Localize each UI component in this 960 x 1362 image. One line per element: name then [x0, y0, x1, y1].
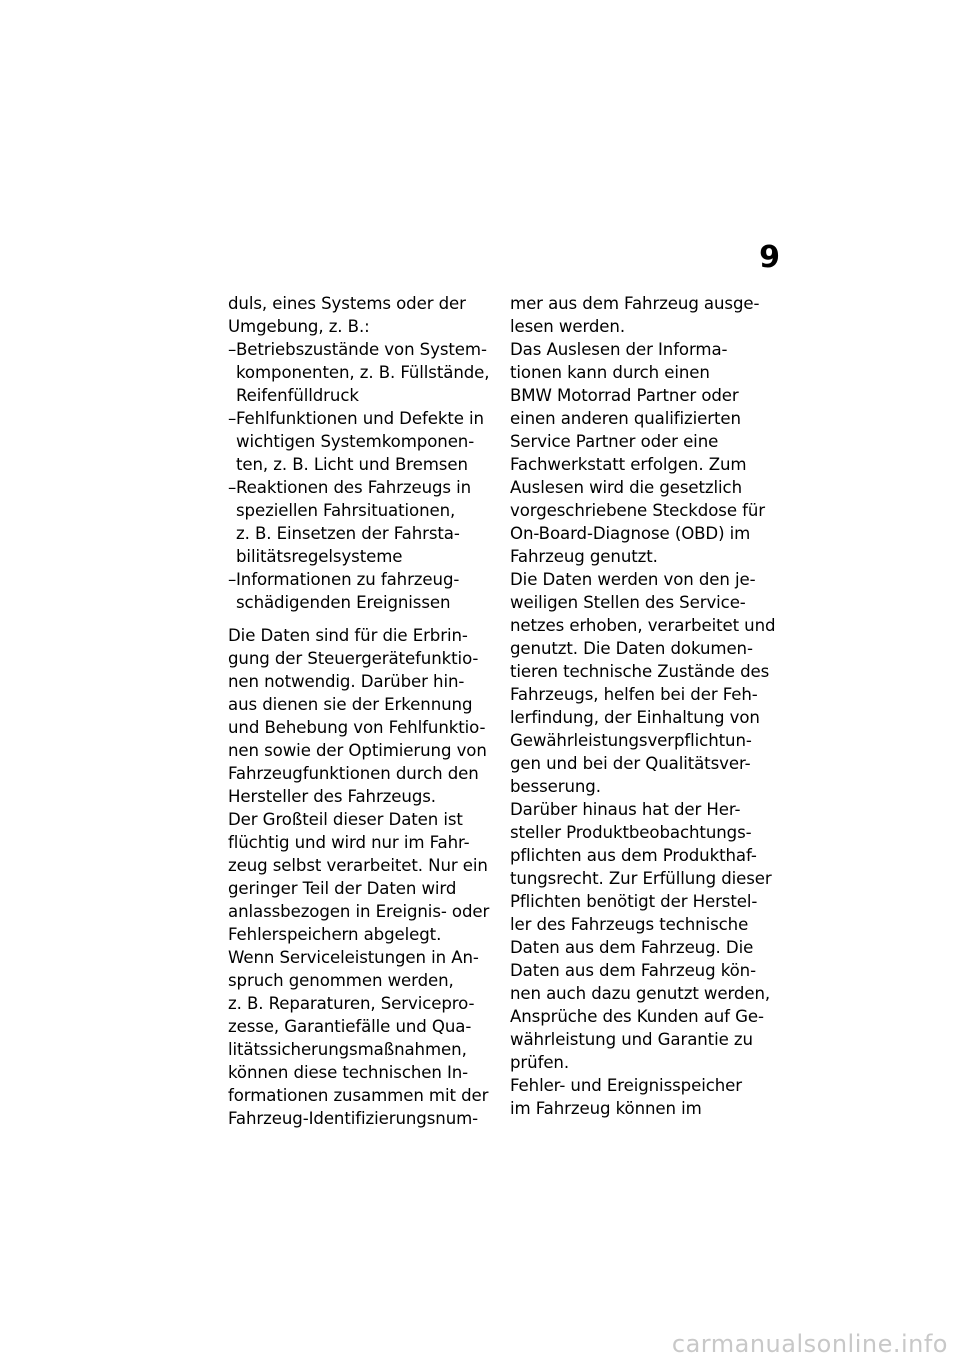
left-column [228, 292, 498, 1130]
text-line: mer aus dem Fahrzeug ausge- [510, 294, 760, 313]
bullet-text: Informationen zu fahrzeug- [236, 570, 460, 589]
text-line: tieren technische Zustände des [510, 662, 770, 681]
text-line: spruch genommen werden, [228, 971, 454, 990]
text-line: geringer Teil der Daten wird [228, 879, 457, 898]
text-line: Fahrzeug-Identifizierungsnum- [228, 1109, 479, 1128]
text-line: netzes erhoben, verarbeitet und [510, 616, 776, 635]
bullet-text: wichtigen Systemkomponen- [236, 432, 475, 451]
text-line: aus dienen sie der Erkennung [228, 695, 473, 714]
bullet-item [228, 407, 498, 476]
bullet-item [228, 476, 498, 568]
text-line: Fehler- und Ereignisspeicher [510, 1076, 742, 1095]
text-line: Das Auslesen der Informa- [510, 340, 728, 359]
text-line: formationen zusammen mit der [228, 1086, 489, 1105]
text-line: tungsrecht. Zur Erfüllung dieser [510, 869, 772, 888]
text-line: Service Partner oder eine [510, 432, 719, 451]
bullet-dash: – [228, 340, 237, 359]
bullet-text: speziellen Fahrsituationen, [236, 501, 456, 520]
bullet-dash: – [228, 570, 237, 589]
text-line: lerfindung, der Einhaltung von [510, 708, 760, 727]
bullet-text: Betriebszustände von System- [236, 340, 487, 359]
text-line: besserung. [510, 777, 601, 796]
text-line: Die Daten werden von den je- [510, 570, 756, 589]
text-line: Daten aus dem Fahrzeug kön- [510, 961, 756, 980]
text-line: Darüber hinaus hat der Her- [510, 800, 741, 819]
text-line: steller Produktbeobachtungs- [510, 823, 752, 842]
text-line: können diese technischen In- [228, 1063, 469, 1082]
text-line: Ansprüche des Kunden auf Ge- [510, 1007, 764, 1026]
text-line: Hersteller des Fahrzeugs. [228, 787, 436, 806]
bullet-text: Reifenfülldruck [236, 386, 359, 405]
body-paragraphs [228, 624, 498, 1130]
bullet-text: Fehlfunktionen und Defekte in [236, 409, 484, 428]
bullet-text: ten, z. B. Licht und Bremsen [236, 455, 468, 474]
text-line: nen sowie der Optimierung von [228, 741, 487, 760]
text-line: einen anderen qualifizierten [510, 409, 741, 428]
text-line: zeug selbst verarbeitet. Nur ein [228, 856, 488, 875]
text-line: prüfen. [510, 1053, 570, 1072]
text-line: weiligen Stellen des Service- [510, 593, 746, 612]
text-line: und Behebung von Fehlfunktio- [228, 718, 486, 737]
text-line: nen notwendig. Darüber hin- [228, 672, 465, 691]
text-line: Fahrzeugfunktionen durch den [228, 764, 479, 783]
text-line: genutzt. Die Daten dokumen- [510, 639, 753, 658]
text-line: gen und bei der Qualitätsver- [510, 754, 751, 773]
text-line: Fahrzeug genutzt. [510, 547, 658, 566]
text-line: Die Daten sind für die Erbrin- [228, 626, 468, 645]
text-line: gung der Steuergerätefunktio- [228, 649, 479, 668]
text-line: ler des Fahrzeugs technische [510, 915, 749, 934]
text-line: BMW Motorrad Partner oder [510, 386, 739, 405]
watermark: carmanualsonline.info [671, 1330, 948, 1358]
text-line: duls, eines Systems oder der [228, 294, 466, 313]
text-line: Fehlerspeichern abgelegt. [228, 925, 442, 944]
bullet-dash: – [228, 478, 237, 497]
text-line: nen auch dazu genutzt werden, [510, 984, 771, 1003]
text-line: Gewährleistungsverpflichtun- [510, 731, 752, 750]
bullet-text: bilitätsregelsysteme [236, 547, 403, 566]
text-line: litätssicherungsmaßnahmen, [228, 1040, 467, 1059]
text-line: währleistung und Garantie zu [510, 1030, 753, 1049]
text-line: anlassbezogen in Ereignis- oder [228, 902, 490, 921]
text-line: zesse, Garantiefälle und Qua- [228, 1017, 472, 1036]
text-line: Fachwerkstatt erfolgen. Zum [510, 455, 747, 474]
text-line: flüchtig und wird nur im Fahr- [228, 833, 470, 852]
bullet-item [228, 568, 498, 614]
text-line: Wenn Serviceleistungen in An- [228, 948, 479, 967]
page-number: 9 [759, 240, 780, 275]
bullet-dash: – [228, 409, 237, 428]
text-line: On-Board-Diagnose (OBD) im [510, 524, 751, 543]
text-line: vorgeschriebene Steckdose für [510, 501, 765, 520]
text-line: Pflichten benötigt der Herstel- [510, 892, 758, 911]
text-line: Umgebung, z. B.: [228, 317, 370, 336]
bullet-text: Reaktionen des Fahrzeugs in [236, 478, 472, 497]
right-column [510, 292, 780, 1120]
bullet-text: schädigenden Ereignissen [236, 593, 451, 612]
text-line: Auslesen wird die gesetzlich [510, 478, 743, 497]
text-line: Der Großteil dieser Daten ist [228, 810, 463, 829]
text-line: tionen kann durch einen [510, 363, 710, 382]
text-line: im Fahrzeug können im [510, 1099, 702, 1118]
text-line: pflichten aus dem Produkthaf- [510, 846, 757, 865]
bullet-text: z. B. Einsetzen der Fahrsta- [236, 524, 460, 543]
body-paragraphs [510, 292, 780, 1120]
text-line: Fahrzeugs, helfen bei der Feh- [510, 685, 758, 704]
bullet-text: komponenten, z. B. Füllstände, [236, 363, 490, 382]
bullet-item [228, 338, 498, 407]
text-line: z. B. Reparaturen, Servicepro- [228, 994, 475, 1013]
text-line: lesen werden. [510, 317, 626, 336]
text-line: Daten aus dem Fahrzeug. Die [510, 938, 754, 957]
